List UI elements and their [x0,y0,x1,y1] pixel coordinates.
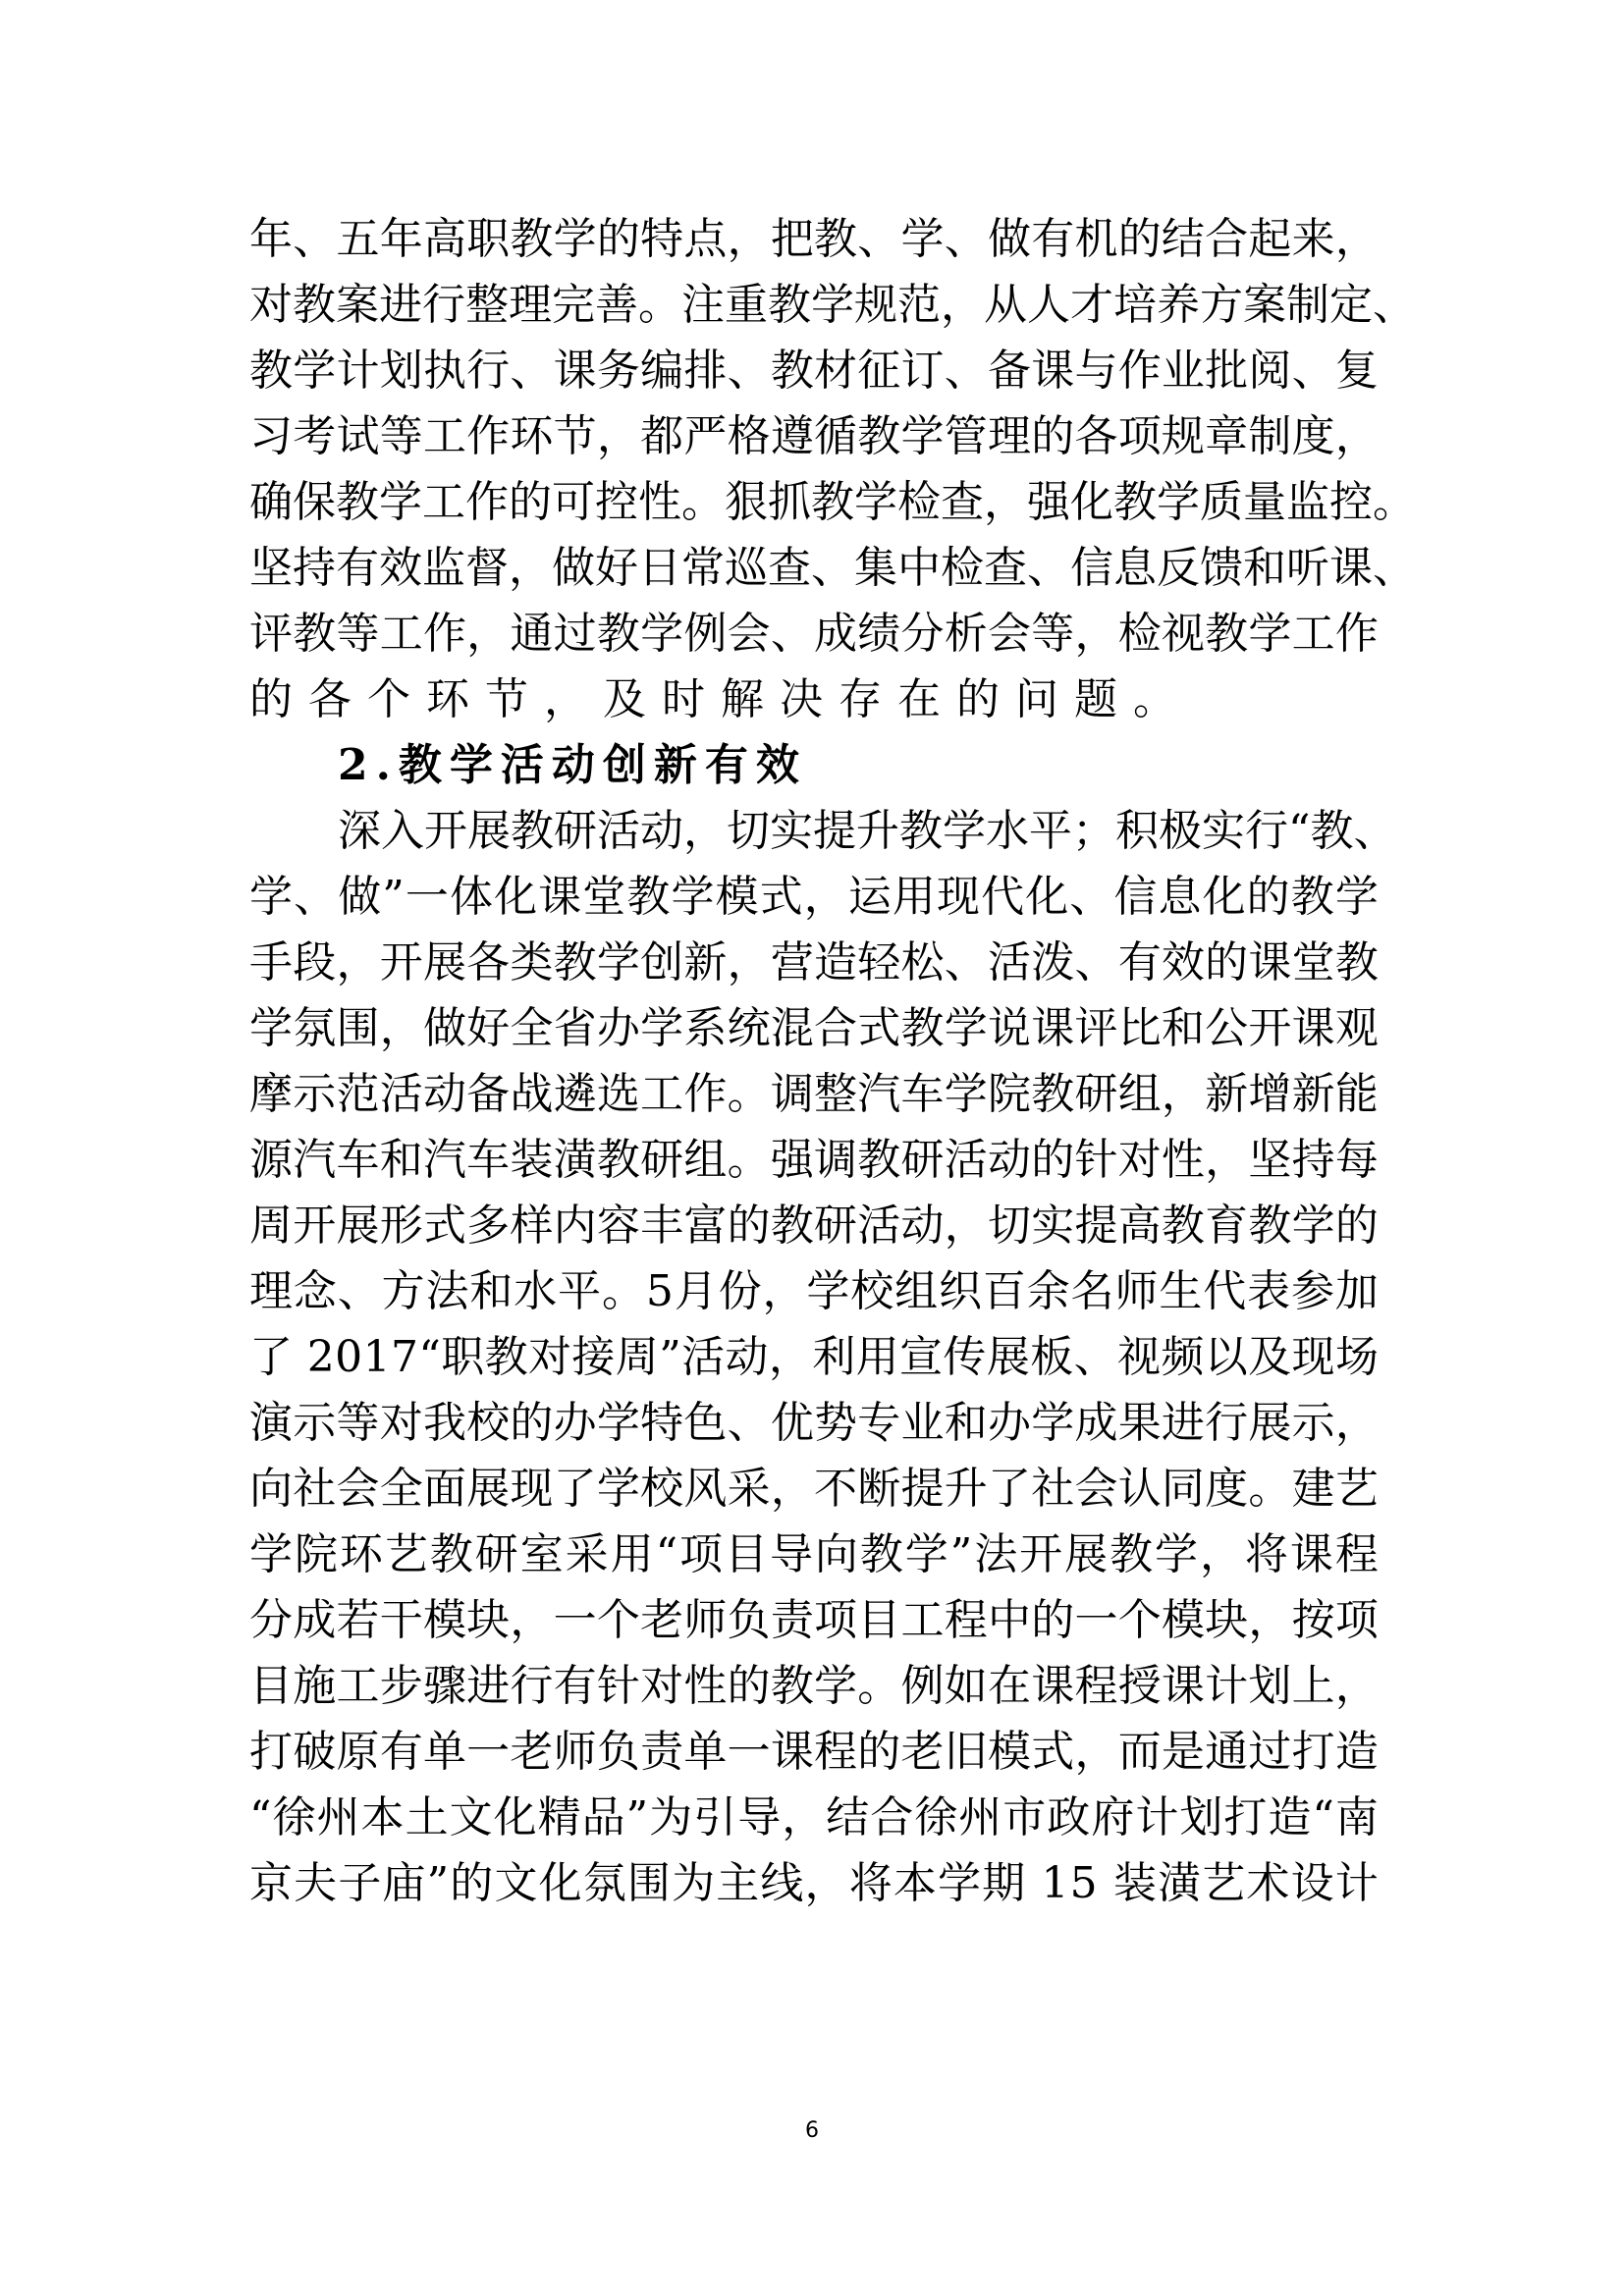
text-line: 目 施 工 步 骤 进 行 有 针 对 性 的 教 学 。 例 如 在 课 程 授 课 计 划 上 ， [249,1661,1379,1711]
text-line: 向 社 会 全 面 展 现 了 学 校 风 采 ， 不 断 提 升 了 社 会 认 同 度 。 建 艺 [249,1464,1379,1514]
text-line: 手 段 ， 开 展 各 类 教 学 创 新 ， 营 造 轻 松 、 活 泼 、 有 效 的 课 堂 教 [249,937,1379,988]
text-line: 对 教 案 进 行 整 理 完 善 。 注 重 教 学 规 范 ， 从 人 才 培 养 方 案 制 定 、 [249,280,1416,330]
page-number: 6 [805,2118,819,2143]
text-line: 年 、 五 年 高 职 教 学 的 特 点 ， 把 教 、 学 、 做 有 机 的 结 合 起 来 ， [249,214,1379,264]
text-line: 理 念 、 方 法 和 水 平 。 5 月 份 ， 学 校 组 织 百 余 名 师 生 代 表 参 加 [249,1266,1379,1316]
text-line: 了 2 0 1 7 “ 职 教 对 接 周 ” 活 动 ， 利 用 宣 传 展 板 、 视 频 以 及 现 场 [249,1332,1379,1382]
text-line: 学 氛 围 ， 做 好 全 省 办 学 系 统 混 合 式 教 学 说 课 评 比 和 公 开 课 观 [249,1003,1379,1053]
text-line: 坚 持 有 效 监 督 ， 做 好 日 常 巡 查 、 集 中 检 查 、 信 息 反 馈 和 听 课 、 [249,543,1416,593]
text-line: 学 、 做 ” 一 体 化 课 堂 教 学 模 式 ， 运 用 现 代 化 、 信 息 化 的 教 学 [249,872,1379,922]
text-line: 演 示 等 对 我 校 的 办 学 特 色 、 优 势 专 业 和 办 学 成 果 进 行 展 示 ， [249,1398,1379,1448]
text-line: “ 徐 州 本 土 文 化 精 品 ” 为 引 导 ， 结 合 徐 州 市 政 府 计 划 打 造 “ 南 [249,1792,1379,1842]
text-line: 深 入 开 展 教 研 活 动 ， 切 实 提 升 教 学 水 平 ； 积 极 实 行 “ 教 、 [338,806,1397,856]
text-line: 周 开 展 形 式 多 样 内 容 丰 富 的 教 研 活 动 ， 切 实 提 高 教 育 教 学 的 [249,1201,1379,1251]
text-line: 源 汽 车 和 汽 车 装 潢 教 研 组 。 强 调 教 研 活 动 的 针 对 性 ， 坚 持 每 [249,1135,1379,1185]
text-line: 学 院 环 艺 教 研 室 采 用 “ 项 目 导 向 教 学 ” 法 开 展 教 学 ， 将 课 程 [249,1529,1379,1579]
text-line: 京 夫 子 庙 ” 的 文 化 氛 围 为 主 线 ， 将 本 学 期 1 5 装 潢 艺 术 设 计 [249,1858,1379,1908]
text-line: 习 考 试 等 工 作 环 节 ， 都 严 格 遵 循 教 学 管 理 的 各 项 规 章 制 度 ， [249,411,1379,461]
text-line: 确 保 教 学 工 作 的 可 控 性 。 狠 抓 教 学 检 查 ， 强 化 教 学 质 量 监 控 。 [249,477,1416,527]
text-line: 评 教 等 工 作 ， 通 过 教 学 例 会 、 成 绩 分 析 会 等 ， 检 视 教 学 工 作 [249,609,1379,659]
text-line: 分 成 若 干 模 块 ， 一 个 老 师 负 责 项 目 工 程 中 的 一 个 模 块 ， 按 项 [249,1595,1379,1645]
text-line: 教 学 计 划 执 行 、 课 务 编 排 、 教 材 征 订 、 备 课 与 作 业 批 阅 、 复 [249,346,1379,396]
text-line: 打 破 原 有 单 一 老 师 负 责 单 一 课 程 的 老 旧 模 式 ， 而 是 通 过 打 造 [249,1727,1379,1777]
section-heading: 2.教学活动创新有效 [338,740,807,790]
text-line: 摩 示 范 活 动 备 战 遴 选 工 作 。 调 整 汽 车 学 院 教 研 组 ， 新 增 新 能 [249,1069,1379,1119]
page-body [249,206,1416,1916]
text-line: 的各个环节，及时解决存在的问题。 [249,674,1192,724]
